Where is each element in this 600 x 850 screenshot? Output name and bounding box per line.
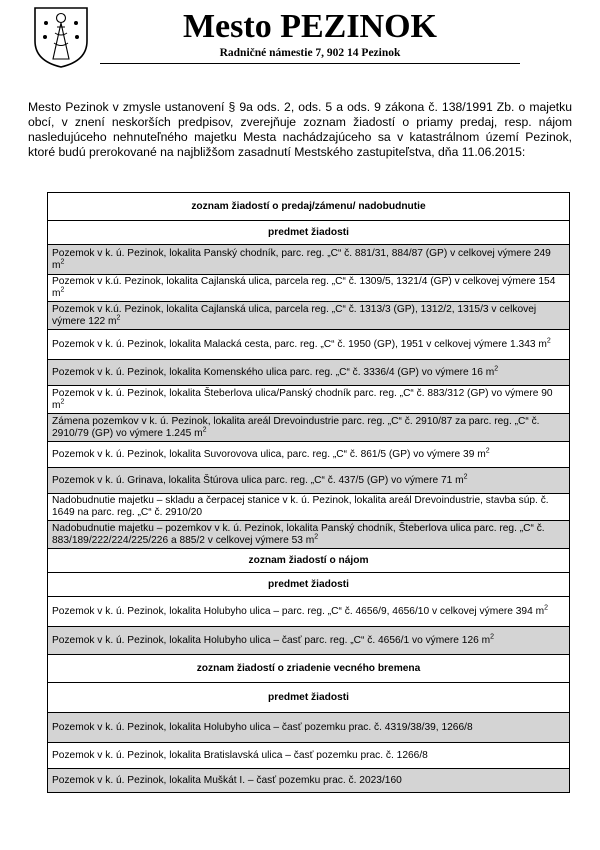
section-subtitle-najom-row (48, 573, 570, 597)
unit-superscript: 2 (490, 633, 495, 641)
unit-superscript: 2 (544, 604, 548, 612)
table-row (48, 494, 570, 521)
request-text: Pozemok v k.ú. Pezinok, lokalita Cajlanská ulica, parcela reg. „C“ č. 1313/3 (GP), 1312/2, 1315/3 v celkovej výmere 122 m (52, 303, 537, 327)
request-text: Pozemok v k. ú. Pezinok, lokalita Holubyho ulica – časť parc. reg. „C“ č. 4656/1 vo výmere 126 m (52, 634, 491, 646)
request-text: Pozemok v k. ú. Pezinok, lokalita Šteberlova ulica/Panský chodník parc. reg. „C“ č. 883/312 (GP) vo výmere 90 m (52, 387, 553, 411)
table-row (48, 302, 570, 330)
section-subtitle-bremeno: predmet žiadosti (48, 683, 570, 713)
request-item (48, 769, 570, 793)
request-text: Pozemok v k. ú. Pezinok, lokalita Komenského ulica parc. reg. „C“ č. 3336/4 (GP) vo výmere 16 m (52, 366, 495, 378)
request-item (48, 360, 570, 386)
intro-paragraph: Mesto Pezinok v zmysle ustanovení § 9a ods. 2, ods. 5 a ods. 9 zákona č. 138/1991 Zb. o majetku obcí, v znení neskorších predpisov, zverejňuje zoznam žiadostí o priamy predaj, resp. nájom nasledujúceho nehnuteľného majetku Mesta nachádzajúceho sa v katastrálnom území Pezinok, ktoré budú prerokované na najbližšom zasadnutí Mestského zastupiteľstva, dňa 11.06.2015: (28, 100, 572, 159)
request-item (48, 275, 570, 302)
coat-of-arms-icon (32, 5, 90, 69)
header-divider (100, 63, 520, 64)
request-text: Pozemok v k. ú. Pezinok, lokalita Suvorovova ulica, parc. reg. „C“ č. 861/5 (GP) vo výmere 39 m (52, 448, 486, 460)
table-row (48, 713, 570, 743)
table-row (48, 597, 570, 627)
unit-superscript: 2 (463, 473, 468, 481)
section-title-predaj-row (48, 193, 570, 221)
unit-superscript: 2 (494, 365, 499, 373)
request-text: Pozemok v k. ú. Pezinok, lokalita Malacká cesta, parc. reg. „C“ č. 1950 (GP), 1951 v celkovej výmere 1.343 m (52, 338, 547, 350)
request-text: Pozemok v k. ú. Pezinok, lokalita Holubyho ulica – parc. reg. „C“ č. 4656/9, 4656/10 v celkovej výmere 394 m (52, 605, 545, 617)
unit-superscript: 2 (202, 426, 207, 434)
request-text: Pozemok v k. ú. Grinava, lokalita Štúrova ulica parc. reg. „C“ č. 437/5 (GP) vo výmere 71 m (52, 474, 464, 486)
section-title-predaj: zoznam žiadostí o predaj/zámenu/ nadobudnutie (48, 193, 570, 221)
request-item (48, 442, 570, 468)
section-subtitle-bremeno-row (48, 683, 570, 713)
request-item (48, 743, 570, 769)
table-row (48, 521, 570, 549)
request-item (48, 713, 570, 743)
table-row (48, 275, 570, 302)
unit-superscript: 2 (546, 337, 551, 345)
request-item (48, 386, 570, 414)
request-item (48, 494, 570, 521)
unit-superscript: 2 (116, 314, 121, 322)
table-row (48, 360, 570, 386)
table-row (48, 769, 570, 793)
section-subtitle-predaj: predmet žiadosti (48, 221, 570, 245)
request-text: Nadobudnutie majetku – skladu a čerpacej stanice v k. ú. Pezinok, lokalita areál Drevoindustrie, stavba súp. č. 1649 na parc. reg. „C“ č. 2910/20 (52, 495, 549, 518)
request-item (48, 468, 570, 494)
request-text: Pozemok v k. ú. Pezinok, lokalita Muškát I. – časť pozemku prac. č. 2023/160 (52, 774, 402, 786)
table-row (48, 245, 570, 275)
unit-superscript: 2 (60, 398, 65, 406)
request-item (48, 245, 570, 275)
request-text: Pozemok v k. ú. Pezinok, lokalita Holubyho ulica – časť pozemku prac. č. 4319/38/39, 1266/8 (52, 721, 473, 733)
section-subtitle-najom: predmet žiadosti (48, 573, 570, 597)
table-row (48, 330, 570, 360)
section-title-najom-row (48, 549, 570, 573)
request-text: Pozemok v k. ú. Pezinok, lokalita Panský chodník, parc. reg. „C“ č. 881/31, 884/87 (GP) v celkovej výmere 249 m (52, 247, 551, 271)
requests-table (47, 192, 570, 793)
table-row (48, 442, 570, 468)
section-title-bremeno-row (48, 655, 570, 683)
request-item (48, 302, 570, 330)
address: Radničné námestie 7, 902 14 Pezinok (219, 47, 401, 59)
letterhead (0, 0, 600, 70)
table-row (48, 743, 570, 769)
unit-superscript: 2 (485, 447, 490, 455)
request-text: Zámena pozemkov v k. ú. Pezinok, lokalita areál Drevoindustrie parc. reg. „C“ č. 2910/87 za parc. reg. „C“ č. 2910/79 (GP) vo výmere 1.245 m (52, 415, 540, 439)
unit-superscript: 2 (314, 533, 319, 541)
request-text: Pozemok v k.ú. Pezinok, lokalita Cajlanská ulica, parcela reg. „C“ č. 1309/5, 1321/4 (GP) v celkovej výmere 154 m (52, 276, 556, 299)
request-item (48, 627, 570, 655)
section-subtitle-predaj-row (48, 221, 570, 245)
table-row (48, 468, 570, 494)
section-title-najom: zoznam žiadostí o nájom (48, 549, 570, 573)
page-title: Mesto PEZINOK (182, 8, 438, 45)
request-text: Nadobudnutie majetku – pozemkov v k. ú. Pezinok, lokalita Panský chodník, Šteberlova ulica parc. reg. „C“ č. 883/189/222/224/225/226 a 885/2 v celkovej výmere 53 m (52, 522, 545, 546)
request-item (48, 330, 570, 360)
table-row (48, 414, 570, 442)
table-row (48, 386, 570, 414)
unit-superscript: 2 (60, 286, 65, 294)
unit-superscript: 2 (60, 258, 65, 266)
request-item (48, 597, 570, 627)
table-row (48, 627, 570, 655)
request-item (48, 521, 570, 549)
request-item (48, 414, 570, 442)
section-title-bremeno: zoznam žiadostí o zriadenie vecného bremena (48, 655, 570, 683)
request-text: Pozemok v k. ú. Pezinok, lokalita Bratislavská ulica – časť pozemku prac. č. 1266/8 (52, 749, 428, 761)
